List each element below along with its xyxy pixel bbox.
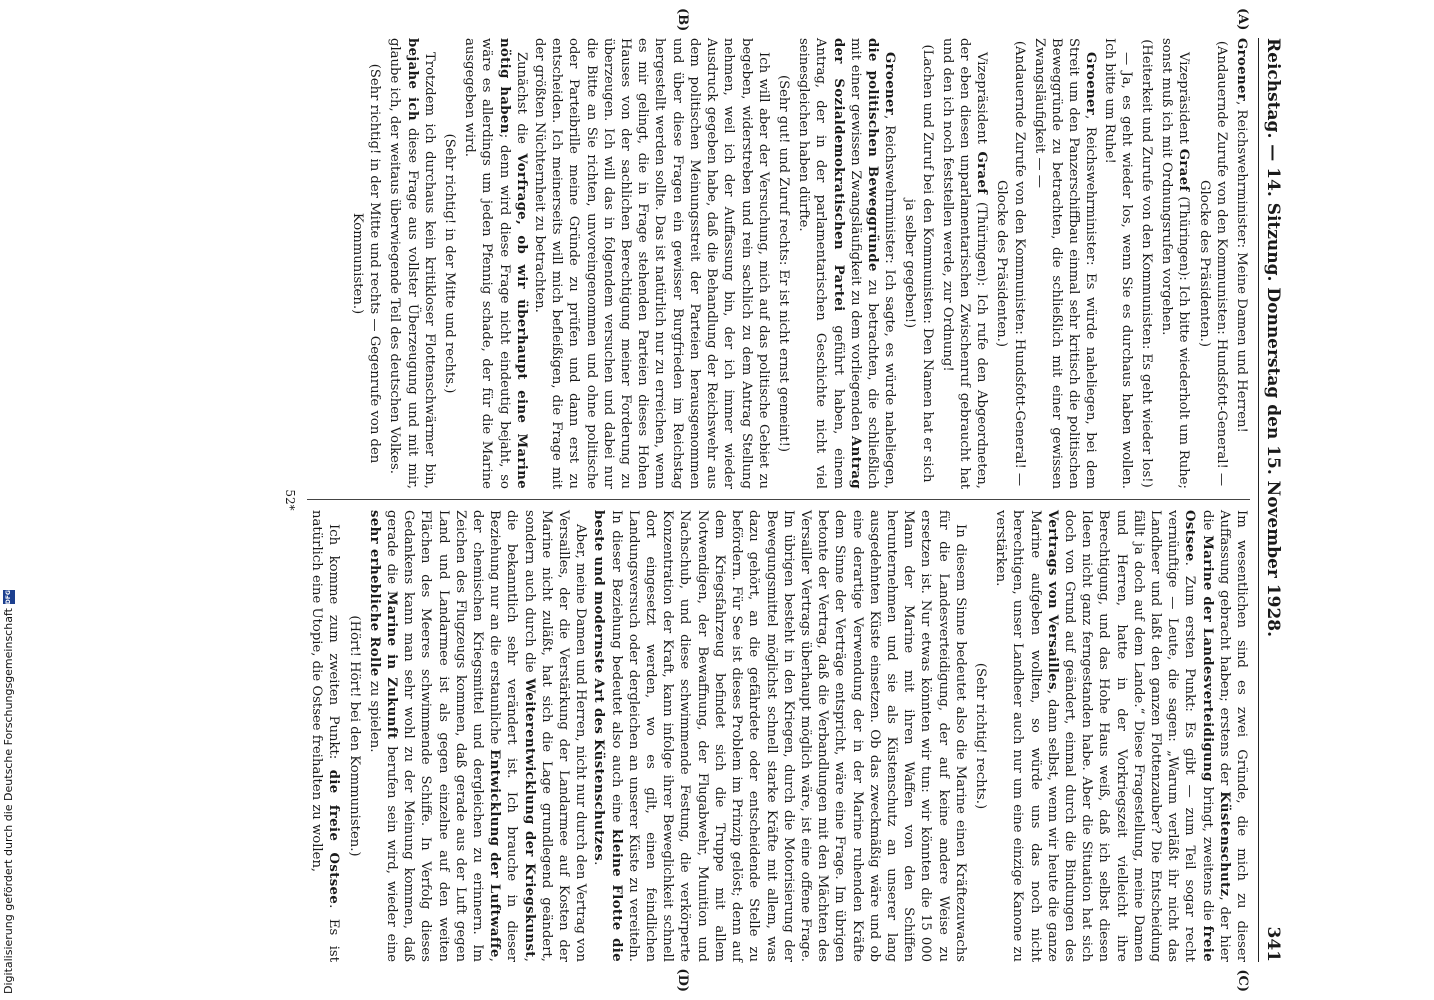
left-column-paragraph: Groener, Reichswehrminister: Meine Damen und Herren! <box>1234 38 1249 433</box>
right-column-paragraph: Aber, meine Damen und Herren, nicht nur durch den Vertrag von Versailles, der die Verstärkung der Landarmee auf Kosten der Marine nicht zuläßt, hat sich die Lage grundlegend geändert, sondern auch durch die Weiterentwicklung der Kriegskunst, die bekanntlich sehr verändert ist. Ich brauche in dieser Beziehung nur an die erstaunliche Entwicklung der Luftwaffe, der chemischen Kriegsmittel und dergleichen zu erinnern. Im Zeichen des Flugzeugs kommen, daß gerade aus der Luft gegen Land und Landarmee ist als gegen einzelne auf den weiten Flächen des Meeres schwimmende Schiffe. In Verfolg dieses Gedankens kann man sehr wohl zu der Meinung kommen, daß gerade die Marine in Zukunft berufen sein wird, wieder eine sehr erhebliche Rolle zu spielen. <box>366 510 589 962</box>
left-column-paragraph: Vizepräsident Graef (Thüringen): Ich rufe den Abgeordneten, der eben diesen unparlamentarischen Zwischenruf gebraucht hat und den ich noch feststellen werde, zur Ordnung! <box>939 38 990 489</box>
left-column-paragraph: Vizepräsident Graef (Thüringen): Ich bitte wiederholt um Ruhe; sonst muß ich mit Ordnungsrufen vorgehen. <box>1159 38 1192 489</box>
left-column-paragraph: (Andauernde Zurufe von den Kommunisten: Hundsfott-General! — Glocke des Präsidenten.) <box>1196 40 1229 487</box>
dfg-logo: DFG <box>3 590 15 604</box>
right-column-paragraph: In diesem Sinne bedeutet also die Marine einen Kräftezuwachs für die Landesverteidigung, der auf keine andere Weise zu ersetzen ist. Nur etwas könnten wir tun: wir könnten die 15 000 Mann der Marine mit ihren Waffen von den Schiffen herunternehmen und sie als Küstenschutz an unserer lang ausgedehnten Küste einsetzen. Ob das zweckmäßig wäre und ob eine derartige Verwendung der in der Marine ruhenden Kräfte dem Sinne der Verträge entspricht, wäre eine Frage. Im übrigen betonte der Vertrag, daß die Verbandlungen mit den Mächten des Versailler Vertrags überhaupt möglich wäre, ist eine offene Frage. Im übrigen besteht in den Kriegen, durch die Motorisierung der Bewegungsmittel möglichst schnell starke Kräfte mit allem, was dazu gehört, an die gefährdete oder entscheidende Stelle zu befördern. Für See ist dieses Problem im Prinzip gelöst; denn auf dem Kriegsfahrzeug befindet sich die Truppe mit allem Notwendigen, der Bewaffnung, der Flugabwehr, Munition und Nachschub, und diese schwimmende Festung, die verkörperte Konzentration der Kraft, kann infolge ihrer Beweglichkeit schnell dort eingesetzt werden, wo es gilt, einen feindlichen Landungsversuch oder dergleichen an unserer Küste zu vereiteln. In dieser Beziehung bedeutet also auch eine kleine Flotte die beste und modernste Art des Küstenschutzes. <box>591 510 968 962</box>
right-column-paragraph: Im wesentlichen sind es zwei Gründe, die mich zu dieser Auffassung gebracht haben; erstens der Küstenschutz, der hier die Marine der Landesverteidigung bringt, zweitens die freie Ostsee. Zum ersten Punkt: Es gibt — zum Teil sogar recht vernünftige — Leute, die sagen: „Warum verläßt ihr nicht das Landheer und laßt den ganzen Flottenzauber? Die Entscheidung fällt ja doch auf dem Lande.“ Diese Fragestellung, meine Damen und Herren, hatte in der Vorkriegszeit vielleicht ihre Berechtigung, und das Hohe Haus weiß, daß ich selbst diesen Ideen nicht ganz ferngestanden habe. Aber die Situation hat sich doch von Grund auf geändert, einmal durch die Bindungen des Vertrags von Versailles, dann selbst, wenn wir heute die ganze Marine aufgeben wollten, so würde uns das noch nicht berechtigen, unser Landheer auch nur um eine einzige Kanone zu verstärken. <box>993 510 1249 963</box>
header-title: Reichstag. — 14. Sitzung. Donnerstag den 15. November 1928. <box>1263 38 1283 638</box>
page-header <box>1258 38 1283 962</box>
credit-text: Digitalisierung gefördert durch die Deutsche Forschungsgemeinschaft <box>2 608 15 994</box>
right-column <box>307 500 1250 962</box>
left-column-paragraph: (Andauernde Zurufe von den Kommunisten: Hundsfott-General! — Glocke des Präsidenten.) <box>994 40 1027 487</box>
left-column-paragraph: (Sehr richtig! in der Mitte und rechts — Gegenrufe von den Kommunisten.) <box>350 63 383 464</box>
digitization-credit <box>0 0 18 1000</box>
margin-marker-a: (A) <box>1235 8 1250 31</box>
document-page <box>125 0 1305 1000</box>
left-column-paragraph: (Lachen und Zuruf bei den Kommunisten: Den Namen hat er sich ja selber gegeben!) <box>902 44 935 483</box>
left-column-paragraph: Trotzdem ich durchaus kein kritikloser Flottenschwärmer bin, bejahe ich diese Frage aus vollster Überzeugung und mit mir, glaube ich, der weitaus überwiegende Teil des deutschen Volkes. <box>387 38 437 490</box>
left-column-paragraph: (Sehr richtig! in der Mitte und rechts.) <box>442 133 458 394</box>
right-column-paragraph: Ich komme zum zweiten Punkt: die freie Ostsee. Es ist natürlich eine Utopie, die Ostsee freihalten zu wollen, <box>309 510 342 962</box>
left-column-paragraph: (Heiterkeit und Zurufe von den Kommunisten: Es geht wieder los!) <box>1138 39 1154 488</box>
signature-mark: 52* <box>283 489 298 511</box>
left-column-paragraph: Ich will aber der Versuchung, mich auf das politische Gebiet zu begeben, widerstreben und rein sachlich zu dem Antrag Stellung nehmen, weil ich der Auffassung bin, der ich immer wieder Ausdruck gegeben habe, daß die Behandlung der Reichswehr aus dem politischen Meinungsstreit der Parteien herausgenommen und über diese Fragen ein gewisser Burgfrieden im Reichstag hergestellt werden sollte. Das ist natürlich nur zu erreichen, wenn es mir gelingt, die in Frage stehenden Parteien dieses Hohen Hauses von der sachlichen Berechtigung meiner Forderung zu überzeugen. Ich will das in folgendem versuchen und dabei nur die Bitte an Sie richten, unvoreingenommen und ohne politische oder Parteibrille meine Gründe zu prüfen und dann erst zu entscheiden. Ich meinerseits will mich befleißigen, die Frage mit der größten Nüchternheit zu betrachten. <box>532 38 771 489</box>
right-column-paragraph: (Sehr richtig! rechts.) <box>972 662 988 810</box>
margin-marker-d: (D) <box>675 968 690 992</box>
text-columns <box>307 8 1250 992</box>
margin-marker-b: (B) <box>675 8 690 32</box>
right-column-paragraph: (Hört! Hört! bei den Kommunisten.) <box>346 615 362 857</box>
left-column-paragraph: Groener, Reichswehrminister: Ich sagte, es würde naheliegen, die politischen Beweggründe zu betrachten, die schließlich mit einer gewissen Zwangsläufigkeit zu dem vorliegenden Antrag der Sozialdemokratischen Partei geführt haben, einem Antrag, der in der parlamentarischen Geschichte nicht viel seinesgleichen haben dürfte. <box>796 38 898 490</box>
left-column <box>307 38 1250 500</box>
margin-marker-c: (C) <box>1235 969 1250 992</box>
left-column-paragraph: (Sehr gut! und Zuruf rechts: Er ist nicht ernst gemeint!) <box>775 74 791 453</box>
left-column-paragraph: Groener, Reichswehrminister: Es würde naheliegen, bei dem Streit um den Panzerschiffbau einmal sehr kritisch die politischen Beweggründe zu betrachten, die schließlich mit einer gewissen Zwangsläufigkeit — — <box>1031 38 1099 489</box>
left-column-paragraph: Zunächst die Vorfrage, ob wir überhaupt eine Marine nötig haben; denn wird diese Frage nicht eindeutig bejaht, so wäre es allerdings um jeden Pfennig schade, der für die Marine ausgegeben wird. <box>462 38 529 489</box>
page-number: 341 <box>1263 926 1283 962</box>
left-column-paragraph: — Ja, es geht wieder los, wenn Sie es durchaus haben wollen. Ich bitte um Ruhe! <box>1101 38 1134 489</box>
